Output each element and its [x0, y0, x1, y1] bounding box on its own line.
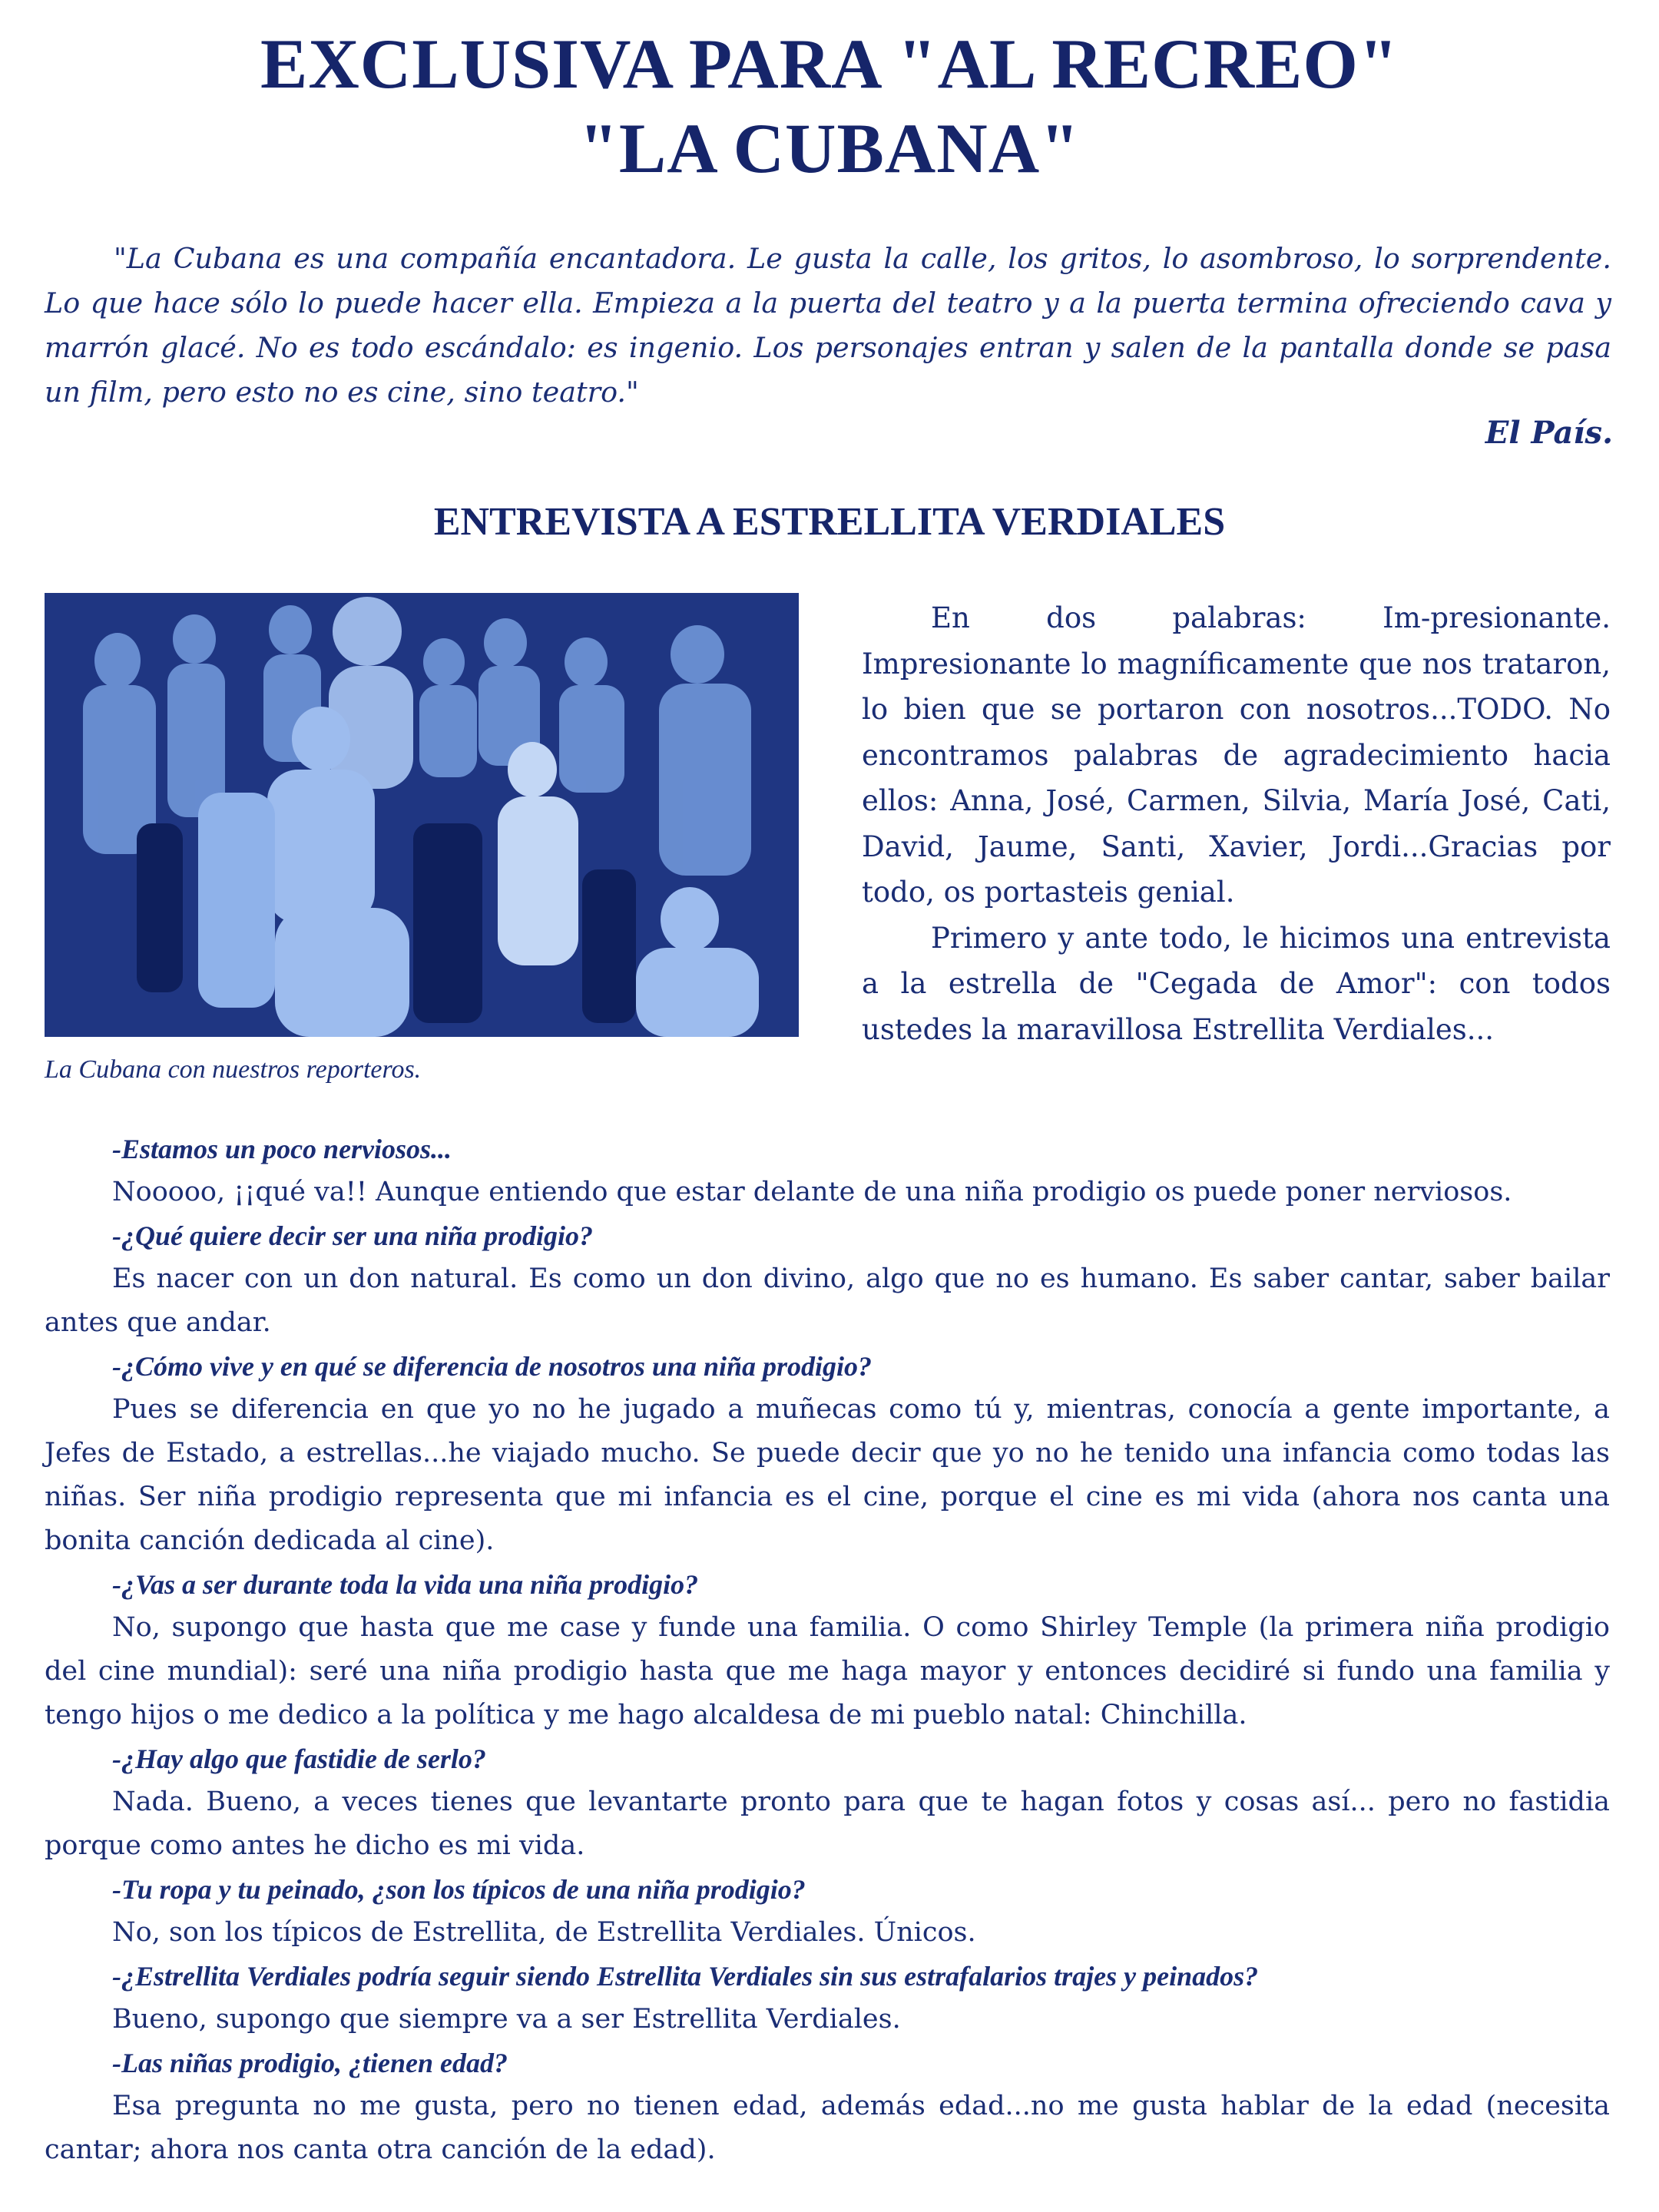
photo-caption: La Cubana con nuestros reporteros. [45, 1055, 422, 1084]
page-title-line1: EXCLUSIVA PARA "AL RECREO" [260, 25, 1399, 103]
section-title: ENTREVISTA A ESTRELLITA VERDIALES [433, 500, 1226, 544]
intro-text [862, 595, 1611, 1052]
group-photo-image [45, 593, 799, 1037]
intro-paragraph: En dos palabras: Im-presionante. Impresionante lo magníficamente que nos trataron, lo bien que se portaron con nosotros...TODO. No encontramos palabras de agradecimiento hacia ellos: Anna, José, Carmen, Silvia, María José, Cati, David, Jaume, Santi, Xavier, Jordi...Gracias por todo, os portasteis genial. [862, 601, 1611, 909]
interview [45, 1128, 1610, 2172]
press-quote: "La Cubana es una compañía encantadora. Le gusta la calle, los gritos, lo asombroso, lo sorprendente. Lo que hace sólo lo puede hacer ella. Empieza a la puerta del teatro y a la puerta termina ofreciendo cava y marrón glacé. No es todo escándalo: es ingenio. Los personajes entran y salen de la pantalla donde se pasa un film, pero esto no es cine, sino teatro." [45, 242, 1611, 409]
interview-answer: Es nacer con un don natural. Es como un don divino, algo que no es humano. Es saber cantar, saber bailar antes que andar. [45, 1263, 1610, 1338]
interview-question: -¿Hay algo que fastidie de serlo? [112, 1743, 486, 1774]
interview-question: -Tu ropa y tu peinado, ¿son los típicos de una niña prodigio? [112, 1874, 806, 1905]
interview-answer: No, son los típicos de Estrellita, de Estrellita Verdiales. Únicos. [112, 1917, 976, 1948]
interview-answer: Nooooo, ¡¡qué va!! Aunque entiendo que estar delante de una niña prodigio os puede poner nerviosos. [112, 1177, 1512, 1207]
interview-answer: Pues se diferencia en que yo no he jugado a muñecas como tú y, mientras, conocía a gente importante, a Jefes de Estado, a estrellas...he viajado mucho. Se puede decir que yo no he tenido una infancia como todas las niñas. Ser niña prodigio representa que mi infancia es el cine, porque el cine es mi vida (ahora nos canta una bonita canción dedicada al cine). [45, 1394, 1610, 1556]
interview-answer: Nada. Bueno, a veces tienes que levantarte pronto para que te hagan fotos y cosas así... pero no fastidia porque como antes he dicho es mi vida. [45, 1786, 1610, 1861]
page-title-line2: "LA CUBANA" [578, 109, 1081, 187]
interview-question: -¿Estrellita Verdiales podría seguir siendo Estrellita Verdiales sin sus estrafalarios trajes y peinados? [112, 1961, 1259, 1992]
interview-question: -¿Vas a ser durante toda la vida una niña prodigio? [112, 1569, 699, 1600]
interview-answer: No, supongo que hasta que me case y funde una familia. O como Shirley Temple (la primera niña prodigio del cine mundial): seré una niña prodigio hasta que me haga mayor y entonces decidiré si fundo una familia y tengo hijos o me dedico a la política y me hago alcaldesa de mi pueblo natal: Chinchilla. [45, 1612, 1610, 1730]
intro-paragraph: Primero y ante todo, le hicimos una entrevista a la estrella de "Cegada de Amor": con todos ustedes la maravillosa Estrellita Verdiales... [862, 921, 1611, 1046]
interview-answer: Bueno, supongo que siempre va a ser Estrellita Verdiales. [112, 2004, 901, 2035]
interview-question: -¿Cómo vive y en qué se diferencia de nosotros una niña prodigio? [112, 1351, 872, 1382]
interview-question: -Estamos un poco nerviosos... [112, 1134, 452, 1164]
interview-answer: Esa pregunta no me gusta, pero no tienen edad, además edad...no me gusta hablar de la edad (necesita cantar; ahora nos canta otra canción de la edad). [45, 2091, 1610, 2165]
interview-question: -¿Qué quiere decir ser una niña prodigio? [112, 1220, 594, 1251]
interview-question: -Las niñas prodigio, ¿tienen edad? [112, 2048, 508, 2078]
quote-source: El País. [1485, 415, 1613, 451]
group-photo [45, 593, 799, 1037]
